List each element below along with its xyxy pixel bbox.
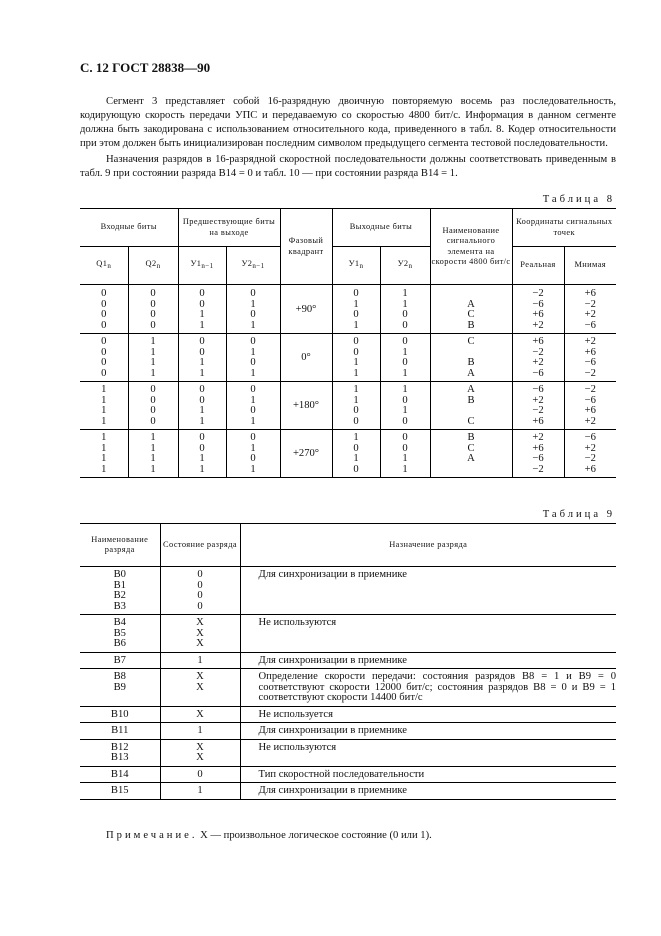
table8-value: 1 [101,394,107,406]
table8-value: −6 [584,432,596,443]
header-imag: Мнимая [564,247,616,285]
header-y2: $У2_n$ [380,247,430,285]
header-q1: $Q1_n$ [80,247,128,285]
table8-cell-y1 [332,285,380,334]
bit-state: X [196,741,204,753]
header-input-bits: Входные биты [80,209,178,247]
table8-value: 1 [150,463,156,475]
bit-state: 0 [197,579,203,591]
bit-state: 1 [197,785,203,796]
table8-value: 1 [250,319,256,331]
table9-cell-purpose: Не используются [240,615,616,653]
table8-value: +6 [532,415,544,427]
table8-value: −6 [532,384,544,395]
table8-value: 0 [402,432,408,443]
table8-value: −2 [532,346,544,358]
table9-cell-bit-state [160,783,240,800]
table8-value: 0 [101,357,107,368]
header-real: Реальная [512,247,564,285]
table9-row [80,723,616,740]
table8-value: 1 [199,319,205,331]
bit-name: B2 [113,590,126,601]
bit-state: X [196,681,204,693]
table8-value: 1 [199,463,205,475]
table8-group-row [80,382,616,430]
table9-cell-bit-state [160,615,240,653]
table8-value: 1 [353,298,359,310]
table9-row [80,567,616,615]
table9-cell-bit-name [80,783,160,800]
table8-value: +6 [584,463,596,475]
bit-state: X [196,708,204,720]
table8-cell-y2p [226,334,280,382]
bit-name: B4 [113,617,126,628]
page-header: С. 12 ГОСТ 28838—90 [80,60,211,75]
table8-value: 0 [250,384,256,395]
table8-value: 1 [150,442,156,454]
table8-value: 1 [150,336,156,347]
table8-cell-im [564,334,616,382]
table8-value [431,465,512,476]
bit-state: 0 [197,569,203,580]
table8-value: 0 [199,336,205,347]
table8-value: 0 [402,394,408,406]
table8-cell-y1p [178,430,226,478]
table8-value: −6 [532,453,544,464]
table8-value: 0 [150,415,156,427]
table8-value: B [467,394,475,406]
table8-cell-y1p [178,285,226,334]
table-8 [80,208,616,478]
bit-state: X [196,671,204,682]
table8-value: 0 [250,432,256,443]
table8-value: 1 [199,415,205,427]
table8-cell-q1 [80,430,128,478]
table8-value: 1 [250,394,256,406]
bit-state: X [196,617,204,628]
table8-value: 1 [402,298,408,310]
header-y1: $У1_n$ [332,247,380,285]
table8-value: 0 [250,357,256,368]
table8-value: −2 [532,288,544,299]
table8-cell-q2 [128,285,178,334]
table8-cell-q2 [128,334,178,382]
table8-cell-q2 [128,430,178,478]
header-q2: $Q2_n$ [128,247,178,285]
bit-name: B5 [113,627,126,639]
table8-value: 1 [353,394,359,406]
table9-cell-purpose: Не используется [240,706,616,723]
table8-value: +6 [584,405,596,416]
table8-cell-y2 [380,430,430,478]
bit-name: B15 [110,785,129,796]
table8-value: 1 [150,357,156,368]
table9-cell-bit-state [160,652,240,669]
table8-value: 0 [199,298,205,310]
table8-value: −6 [532,367,544,379]
table8-value: 0 [402,309,408,320]
table8-value: A [467,384,475,395]
table8-value: +6 [584,346,596,358]
table8-value: 1 [402,384,408,395]
bit-name: B8 [113,671,126,682]
table8-value: 0 [101,319,107,331]
bit-name: B3 [113,600,126,612]
table9-cell-bit-name [80,567,160,615]
table8-value: +2 [532,319,544,331]
table8-cell-name [430,285,512,334]
table8-value: C [467,336,475,347]
table8-cell-re [512,285,564,334]
table8-value: 0 [150,384,156,395]
note-label: Примечание. [106,830,198,841]
table9-row [80,652,616,669]
table8-value: 1 [402,463,408,475]
bit-name: B0 [113,569,126,580]
header-element-name: Наименование сигнального элемента на скорости 4800 бит/с [430,209,512,285]
table8-value: 0 [150,319,156,331]
table8-value: 0 [402,336,408,347]
table8-cell-re [512,430,564,478]
table9-cell-purpose: Тип скоростной последовательности [240,766,616,783]
table8-value: +2 [584,442,596,454]
table8-value: B [467,357,475,368]
table-9 [80,523,616,800]
table8-group-row [80,285,616,334]
table8-value: +2 [584,336,596,347]
header-bit-purpose: Назначение разряда [240,524,616,567]
bit-name: B6 [113,638,126,649]
table8-value: 1 [150,346,156,358]
table9-cell-purpose: Для синхронизации в приемнике [240,783,616,800]
table9-row [80,706,616,723]
table8-cell-quad: +180° [280,382,332,430]
table8-value: 1 [353,319,359,331]
table8-value: −6 [532,298,544,310]
table8-value: −6 [584,319,596,331]
table8-value: +2 [532,357,544,368]
table8-value: 1 [101,415,107,427]
table8-value: 0 [101,346,107,358]
header-coords: Координаты сигнальных точек [512,209,616,247]
table8-value: 0 [150,405,156,416]
table8-value: −2 [584,298,596,310]
note [106,830,432,841]
table8-value: +2 [532,394,544,406]
bit-state: X [196,752,204,763]
table8-value: 0 [402,357,408,368]
table8-value: 0 [402,415,408,427]
table8-cell-quad: +270° [280,430,332,478]
table8-value: 0 [101,367,107,379]
table8-value: C [467,442,475,454]
table8-value: C [467,415,475,427]
table8-value: 0 [199,394,205,406]
header-phase-quadrant: Фазовый квадрант [280,209,332,285]
table8-cell-y1p [178,334,226,382]
bit-name: B11 [111,725,129,736]
table8-value: 1 [250,298,256,310]
header-y2-prev: $У2_{n-1}$ [226,247,280,285]
table8-cell-y2 [380,334,430,382]
table8-cell-re [512,334,564,382]
table8-value: 0 [150,309,156,320]
table8-value: 1 [101,432,107,443]
table9-cell-bit-state [160,766,240,783]
table8-cell-name [430,382,512,430]
table9-cell-bit-name [80,706,160,723]
table9-cell-purpose: Определение скорости передачи: состояния разрядов В8 = 1 и В9 = 0 соответствуют скорости 12000 бит/с; состояния разрядов В8 = 0 и В9 = 1 соответствуют скорости 14400 бит/с [240,669,616,707]
table8-value: 1 [150,367,156,379]
table8-value: +6 [584,288,596,299]
table8-cell-q2 [128,382,178,430]
table8-value: 1 [101,405,107,416]
table8-group-row [80,334,616,382]
table8-value: 0 [150,298,156,310]
table8-value: 0 [101,336,107,347]
table9-row [80,766,616,783]
table8-value: 1 [199,367,205,379]
table8-cell-im [564,285,616,334]
table9-row [80,783,616,800]
table8-cell-y1 [332,334,380,382]
table8-value: 1 [101,384,107,395]
table8-value: 1 [101,442,107,454]
table8-value: C [467,309,475,320]
table8-value: 1 [402,367,408,379]
table8-cell-quad: +90° [280,285,332,334]
table8-value: 0 [353,336,359,347]
paragraph-bit-assignment: Назначения разрядов в 16-разрядной скоростной последовательности должны соответствовать приведенным в табл. 9 при состоянии разряда В14 = 0 и табл. 10 — при состоянии разряда В14 = 1. [80,154,616,179]
bit-state: 1 [197,725,203,736]
table8-value: 1 [402,288,408,299]
table8-value: −6 [584,357,596,368]
table8-value: 1 [199,453,205,464]
table8-value: 1 [402,405,408,416]
table8-value: +2 [584,415,596,427]
table8-value: 1 [353,384,359,395]
table8-cell-y1 [332,382,380,430]
table9-cell-purpose: Не используются [240,739,616,766]
table8-value: +2 [584,309,596,320]
table8-value: 1 [150,432,156,443]
table8-value: +6 [532,442,544,454]
table8-cell-y2p [226,382,280,430]
table9-cell-bit-state [160,739,240,766]
table8-value [431,406,512,417]
table8-value: −6 [584,394,596,406]
table8-cell-q1 [80,285,128,334]
table8-cell-re [512,382,564,430]
table9-cell-purpose: Для синхронизации в приемнике [240,567,616,615]
bit-name: B10 [110,708,129,720]
table8-value: 0 [199,346,205,358]
bit-state: 0 [197,600,203,612]
table8-value: 1 [353,367,359,379]
table8-value: −2 [584,367,596,379]
table9-cell-bit-name [80,652,160,669]
table8-value: 0 [101,309,107,320]
table8-value: 1 [101,453,107,464]
table8-value: 1 [150,453,156,464]
table8-value: 1 [353,432,359,443]
table8-value: B [467,432,475,443]
table8-cell-name [430,430,512,478]
table8-value: 1 [250,367,256,379]
table8-value: 0 [402,319,408,331]
table8-value: 0 [250,405,256,416]
table9-row [80,669,616,707]
table9-cell-bit-name [80,669,160,707]
table8-value: −2 [584,453,596,464]
table8-value: 0 [199,432,205,443]
table8-value: A [467,367,475,379]
table8-value: 0 [250,288,256,299]
table9-cell-bit-state [160,669,240,707]
table9-cell-bit-state [160,706,240,723]
table8-value [431,289,512,300]
table9-caption: Таблица 9 [542,509,615,520]
table8-value: A [467,453,475,464]
table8-cell-quad: 0° [280,334,332,382]
table9-cell-purpose: Для синхронизации в приемнике [240,723,616,740]
bit-state: 0 [197,768,203,780]
table8-value: 1 [250,346,256,358]
paragraph-segment3: Сегмент 3 представляет собой 16-разрядную двоичную повторяемую восемь раз последовательность, кодирующую скорость передачи УПС и передаваемую со скоростью 4800 бит/с. Информация в данном сегменте должна быть закодирована с использованием относительного кода, приведенного в табл. 8. Кодер относительности при этом должен быть инициализирован последним символом предыдущего сегмента тестовой последовательности. [80,96,616,149]
header-bit-state: Состояние разряда [160,524,240,567]
table8-value: +2 [532,432,544,443]
table8-value: 0 [353,309,359,320]
table8-value: 1 [250,442,256,454]
bit-state: 0 [197,590,203,601]
table8-value: 0 [353,346,359,358]
table9-row [80,615,616,653]
table8-value: 1 [199,309,205,320]
table8-value: 0 [199,442,205,454]
table8-value: 0 [250,309,256,320]
table8-value: 0 [353,415,359,427]
table8-cell-y1 [332,430,380,478]
table8-value: 0 [250,453,256,464]
table8-value: A [467,298,475,310]
table8-cell-name [430,334,512,382]
header-prev-bits: Предшествующие биты на выходе [178,209,280,247]
note-text: X — произвольное логическое состояние (0 или 1). [197,830,432,841]
table8-cell-y1p [178,382,226,430]
table8-cell-q1 [80,334,128,382]
bit-name: B12 [110,741,129,753]
table8-value: 1 [250,463,256,475]
table8-value: 0 [353,405,359,416]
table9-cell-bit-name [80,723,160,740]
table8-value: 1 [199,357,205,368]
bit-state: X [196,627,204,639]
table9-cell-purpose: Для синхронизации в приемнике [240,652,616,669]
table8-value: −2 [532,463,544,475]
table9-cell-bit-name [80,766,160,783]
table8-value: 0 [353,288,359,299]
table8-value: 1 [101,463,107,475]
table8-value: 0 [199,384,205,395]
table8-cell-im [564,382,616,430]
table8-value: 0 [353,442,359,454]
table8-value: 1 [199,405,205,416]
table8-value: B [467,319,475,331]
table8-cell-y2p [226,285,280,334]
table8-caption: Таблица 8 [542,194,615,205]
table8-value: 0 [250,336,256,347]
table8-value: 1 [250,415,256,427]
table8-value: +6 [532,309,544,320]
bit-state: X [196,638,204,649]
table8-value: 0 [199,288,205,299]
header-y1-prev: $У1_{n-1}$ [178,247,226,285]
bit-name: B7 [113,654,126,666]
table8-value: 0 [402,442,408,454]
table9-cell-bit-name [80,615,160,653]
table8-value: 0 [101,298,107,310]
bit-name: B14 [110,768,129,780]
table8-value: 0 [150,394,156,406]
table8-value: 1 [402,453,408,464]
table8-cell-y2 [380,382,430,430]
bit-name: B9 [113,681,126,693]
table8-value: −2 [532,405,544,416]
table8-value: −2 [584,384,596,395]
table8-group-row [80,430,616,478]
header-output-bits: Выходные биты [332,209,430,247]
bit-name: B13 [110,752,129,763]
table8-value: 1 [402,346,408,358]
table8-cell-y2p [226,430,280,478]
table9-row [80,739,616,766]
table9-cell-bit-state [160,567,240,615]
table8-cell-y2 [380,285,430,334]
table8-value: 0 [150,288,156,299]
table8-cell-q1 [80,382,128,430]
table8-value: +6 [532,336,544,347]
table8-value: 1 [353,357,359,368]
table8-cell-im [564,430,616,478]
table8-value: 0 [101,288,107,299]
table8-value: 1 [353,453,359,464]
table9-cell-bit-name [80,739,160,766]
bit-name: B1 [113,579,126,591]
header-bit-name: Наименование разряда [80,524,160,567]
bit-state: 1 [197,654,203,666]
table9-cell-bit-state [160,723,240,740]
table8-value: 0 [353,463,359,475]
